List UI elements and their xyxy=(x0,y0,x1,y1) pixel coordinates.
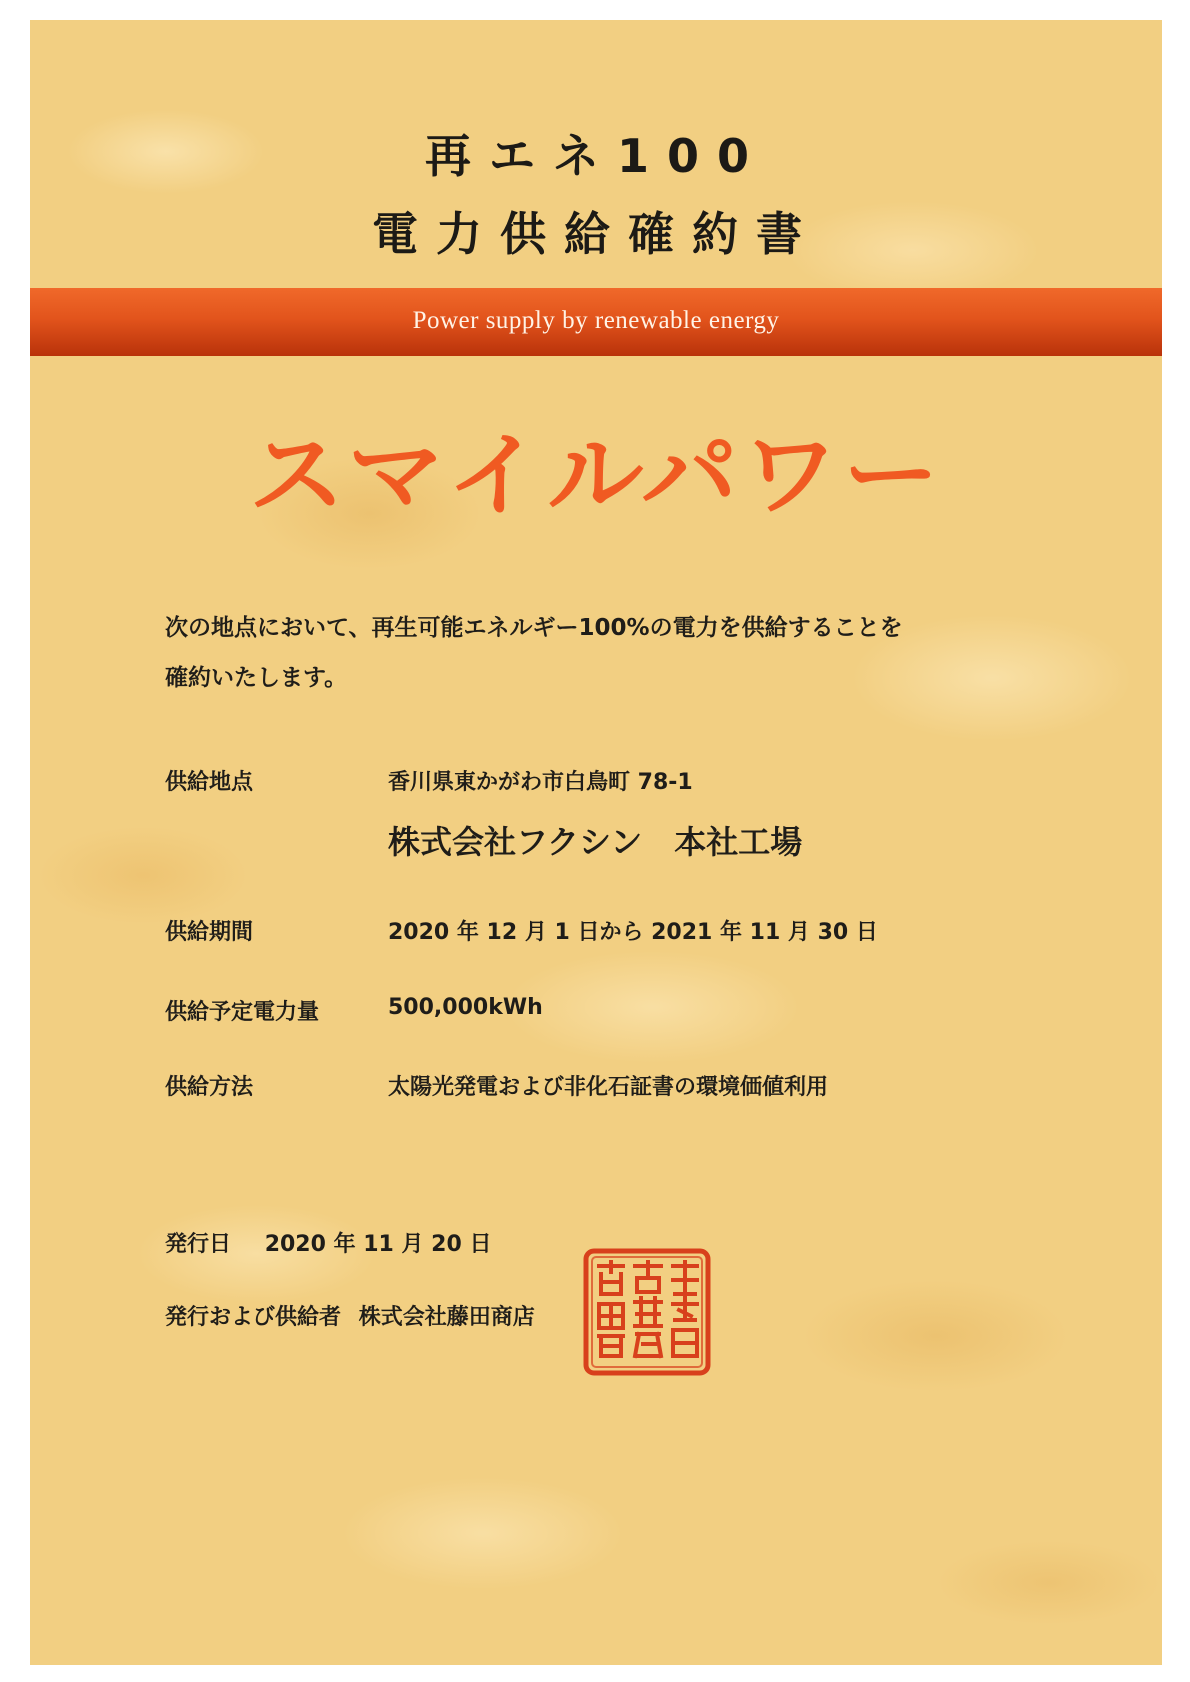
amount-label: 供給予定電力量 xyxy=(165,1000,320,1025)
title-line-1: 再エネ100 xyxy=(424,129,768,183)
statement-line-2: 確約いたします。 xyxy=(165,665,348,691)
period-value: 2020 年 12 月 1 日から 2021 年 11 月 30 日 xyxy=(388,920,878,945)
issuer-name: 株式会社藤田商店 xyxy=(358,1305,535,1330)
issue-date-value: 2020 年 11 月 20 日 xyxy=(264,1232,492,1257)
amount-value: 500,000kWh xyxy=(388,995,543,1020)
title-band xyxy=(30,288,1162,356)
method-label: 供給方法 xyxy=(165,1075,254,1100)
statement-line-1: 次の地点において、再生可能エネルギー100%の電力を供給することを xyxy=(165,615,903,641)
issuer xyxy=(165,1300,535,1331)
period-label: 供給期間 xyxy=(165,920,254,945)
location-name: 株式会社フクシン 本社工場 xyxy=(388,823,803,861)
method-value: 太陽光発電および非化石証書の環境価値利用 xyxy=(388,1075,829,1100)
band-text: Power supply by renewable energy xyxy=(412,307,780,334)
issue-date xyxy=(165,1227,491,1258)
certificate-paper xyxy=(30,20,1162,1665)
issue-date-label: 発行日 xyxy=(165,1232,232,1257)
title-line-2: 電力供給確約書 xyxy=(372,207,820,261)
location-address: 香川県東かがわ市白鳥町 78-1 xyxy=(388,770,693,795)
issuer-label: 発行および供給者 xyxy=(165,1305,342,1330)
brand-logo: スマイルパワー xyxy=(248,422,944,529)
statement xyxy=(165,603,903,703)
company-seal-icon xyxy=(583,1248,711,1376)
location-label: 供給地点 xyxy=(165,770,254,795)
